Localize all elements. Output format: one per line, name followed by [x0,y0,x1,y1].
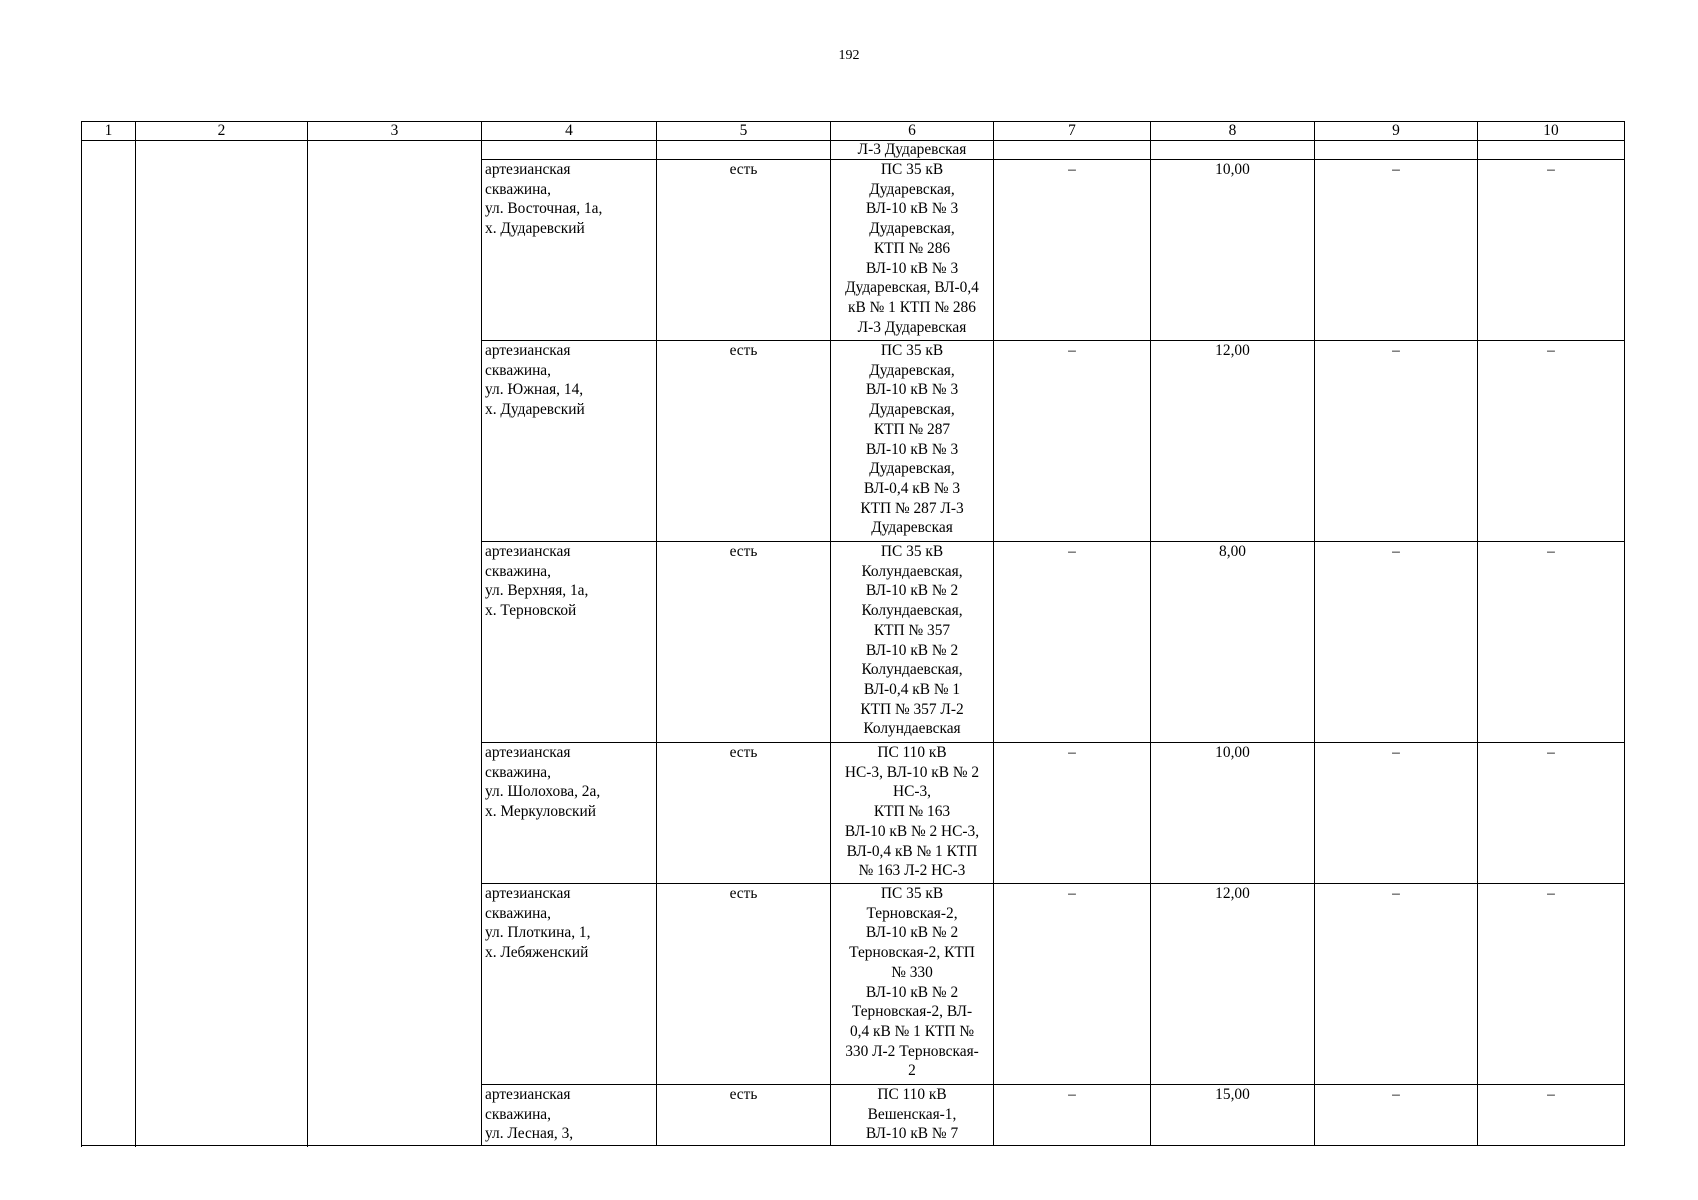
col9-cell: – [1315,1085,1478,1146]
object-cell: артезианская скважина, ул. Шолохова, 2а, х. Меркуловский [482,743,657,884]
col8-cell: 8,00 [1151,542,1315,743]
col8-cell: 12,00 [1151,341,1315,542]
table-cell [1478,141,1625,160]
data-table [81,121,1625,1146]
col8-cell: 10,00 [1151,160,1315,341]
column-header: 4 [482,122,657,141]
column-header: 8 [1151,122,1315,141]
availability-cell: есть [657,743,831,884]
col7-cell: – [994,542,1151,743]
table-cell [994,141,1151,160]
table-cell [1151,141,1315,160]
merged-cell-col1 [82,141,136,1146]
column-number-header-row [82,122,1625,141]
col7-cell: – [994,160,1151,341]
source-cell: ПС 35 кВ Колундаевская, ВЛ-10 кВ № 2 Колундаевская, КТП № 357 ВЛ-10 кВ № 2 Колундаевская, ВЛ-0,4 кВ № 1 КТП № 357 Л-2 Колундаевская [831,542,994,743]
source-cell: ПС 35 кВ Дударевская, ВЛ-10 кВ № 3 Дударевская, КТП № 286 ВЛ-10 кВ № 3 Дударевская, ВЛ-0,4 кВ № 1 КТП № 286 Л-3 Дударевская [831,160,994,341]
table-cell [482,141,657,160]
col10-cell: – [1478,743,1625,884]
object-cell: артезианская скважина, ул. Верхняя, 1а, х. Терновской [482,542,657,743]
col7-cell: – [994,743,1151,884]
availability-cell: есть [657,542,831,743]
merged-cell-col2 [136,141,308,1146]
col10-cell: – [1478,884,1625,1085]
object-cell: артезианская скважина, ул. Лесная, 3, [482,1085,657,1146]
col9-cell: – [1315,542,1478,743]
col9-cell: – [1315,160,1478,341]
column-header: 6 [831,122,994,141]
object-cell: артезианская скважина, ул. Плоткина, 1, х. Лебяженский [482,884,657,1085]
column-header: 2 [136,122,308,141]
source-cell: ПС 35 кВ Дударевская, ВЛ-10 кВ № 3 Дударевская, КТП № 287 ВЛ-10 кВ № 3 Дударевская, ВЛ-0,4 кВ № 3 КТП № 287 Л-3 Дударевская [831,341,994,542]
column-header: 3 [308,122,482,141]
merged-cell-col3 [308,141,482,1146]
column-header: 1 [82,122,136,141]
col7-cell: – [994,341,1151,542]
col10-cell: – [1478,341,1625,542]
column-header: 5 [657,122,831,141]
source-cell: ПС 110 кВ НС-3, ВЛ-10 кВ № 2 НС-3, КТП № 163 ВЛ-10 кВ № 2 НС-3, ВЛ-0,4 кВ № 1 КТП № 163 Л-2 НС-3 [831,743,994,884]
table-cell-source: Л-3 Дударевская [831,141,994,160]
col9-cell: – [1315,341,1478,542]
col8-cell: 15,00 [1151,1085,1315,1146]
col9-cell: – [1315,743,1478,884]
col7-cell: – [994,1085,1151,1146]
col8-cell: 10,00 [1151,743,1315,884]
availability-cell: есть [657,1085,831,1146]
source-cell: ПС 35 кВ Терновская-2, ВЛ-10 кВ № 2 Терновская-2, КТП № 330 ВЛ-10 кВ № 2 Терновская-2, ВЛ- 0,4 кВ № 1 КТП № 330 Л-2 Терновская- 2 [831,884,994,1085]
object-cell: артезианская скважина, ул. Южная, 14, х. Дударевский [482,341,657,542]
col10-cell: – [1478,542,1625,743]
availability-cell: есть [657,160,831,341]
availability-cell: есть [657,341,831,542]
table-cell [1315,141,1478,160]
column-header: 10 [1478,122,1625,141]
col10-cell: – [1478,160,1625,341]
source-cell: ПС 110 кВ Вешенская-1, ВЛ-10 кВ № 7 [831,1085,994,1146]
continuation-row [82,141,1625,160]
col10-cell: – [1478,1085,1625,1146]
column-header: 7 [994,122,1151,141]
availability-cell: есть [657,884,831,1085]
column-header: 9 [1315,122,1478,141]
table-cell [657,141,831,160]
col8-cell: 12,00 [1151,884,1315,1085]
col9-cell: – [1315,884,1478,1085]
col7-cell: – [994,884,1151,1085]
page-number: 192 [838,48,860,63]
object-cell: артезианская скважина, ул. Восточная, 1а, х. Дударевский [482,160,657,341]
